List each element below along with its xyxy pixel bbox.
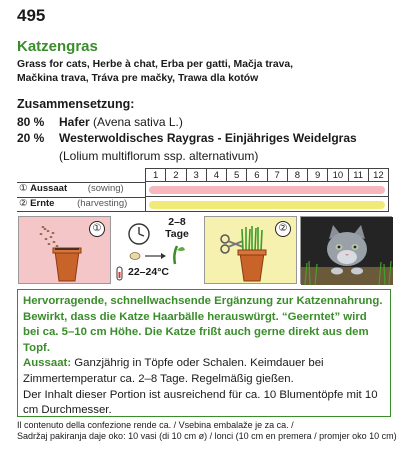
composition-name: Hafer — [59, 115, 90, 129]
sowing-paragraph-label: Aussaat: — [23, 357, 72, 370]
sowing-calendar — [17, 168, 389, 212]
step-1-badge: ① — [89, 221, 105, 237]
month-9: 9 — [308, 169, 328, 181]
composition-sub-latin: (Lolium multiflorum ssp. alternativum) — [59, 149, 259, 163]
kitten-photo — [300, 216, 392, 284]
sowing-hint: (sowing) — [87, 183, 124, 194]
month-1: 1 — [146, 169, 166, 181]
clock-icon — [129, 224, 149, 244]
month-2: 2 — [166, 169, 186, 181]
packet-number: 495 — [17, 6, 46, 25]
sowing-illustration — [18, 216, 111, 284]
calendar-label-harvest — [17, 198, 145, 210]
calendar-row-sowing — [146, 183, 388, 197]
month-12: 12 — [373, 170, 384, 181]
month-3: 3 — [187, 169, 207, 181]
calendar-label-divider — [17, 211, 145, 212]
composition-name: Westerwoldisches Raygras - Einjähriges Weidelgras — [59, 131, 357, 145]
calendar-grid — [145, 168, 389, 212]
composition-latin: (Avena sativa L.) — [93, 115, 183, 129]
harvest-hint: (harvesting) — [77, 198, 128, 209]
translations-line-1: Grass for cats, Herbe à chat, Erba per gatti, Mačja trava, — [17, 59, 294, 70]
product-title: Katzengras — [17, 38, 98, 55]
composition-line-1 — [17, 115, 183, 130]
composition-pct: 80 % — [17, 115, 45, 129]
description-intro: Hervorragende, schnellwachsende Ergänzung zur Katzennahrung. Bewirkt, dass die Katze Haarbälle herauswürgt. “Geerntet” wird bei ca. 5–10 cm Höhe. Die Katze frißt auch gerne direkt aus dem Topf. — [23, 295, 383, 354]
temperature-label: 22–24°C — [128, 266, 169, 278]
translations — [17, 58, 402, 86]
germination-illustration — [115, 216, 199, 284]
germination-unit: Tage — [165, 228, 189, 240]
footer — [17, 420, 402, 442]
calendar-label-divider — [17, 182, 145, 183]
description-box — [17, 289, 391, 417]
month-6: 6 — [247, 169, 267, 181]
sowing-paragraph-text: Ganzjährig in Töpfe oder Schalen. Keimdauer bei Zimmertemperatur ca. 2–8 Tage. Regelmäßig gießen. — [23, 357, 324, 385]
month-10: 10 — [328, 169, 348, 181]
sowing-paragraph — [23, 356, 385, 387]
sowing-label: Aussaat — [30, 183, 68, 194]
germination-days: 2–8 — [168, 216, 186, 228]
month-7: 7 — [268, 169, 288, 181]
step-2-badge: ② — [275, 221, 291, 237]
composition-line-2 — [17, 131, 357, 146]
month-5: 5 — [227, 169, 247, 181]
harvest-bar — [149, 201, 385, 209]
month-4: 4 — [207, 169, 227, 181]
composition-pct: 20 % — [17, 131, 45, 145]
harvest-label: Ernte — [30, 198, 55, 209]
calendar-label-sowing — [17, 183, 145, 195]
month-8: 8 — [288, 169, 308, 181]
portion-paragraph: Der Inhalt dieser Portion ist ausreichend für ca. 10 Blumentöpfe mit 10 cm Durchmesser. — [23, 388, 378, 417]
sowing-bar — [149, 186, 385, 194]
marker-1: ① — [19, 183, 28, 194]
calendar-label-divider — [17, 197, 145, 198]
calendar-row-harvest — [146, 198, 388, 212]
calendar-months — [146, 169, 388, 182]
marker-2: ② — [19, 198, 28, 209]
translations-line-2: Mačkina trava, Tráva pre mačky, Trawa dla kotów — [17, 73, 259, 84]
harvest-illustration — [204, 216, 297, 284]
kitten-image — [301, 217, 393, 285]
composition-heading: Zusammensetzung: — [17, 97, 135, 111]
month-11: 11 — [349, 169, 369, 181]
footer-line-2: Sadržaj pakiranja daje oko: 10 vasi (di 10 cm ø) / lonci (10 cm en premera / promjer oko 10 cm) — [17, 431, 397, 441]
footer-line-1: Il contenuto della confezione rende ca. / Vsebina embalaže je za ca. / — [17, 420, 294, 430]
